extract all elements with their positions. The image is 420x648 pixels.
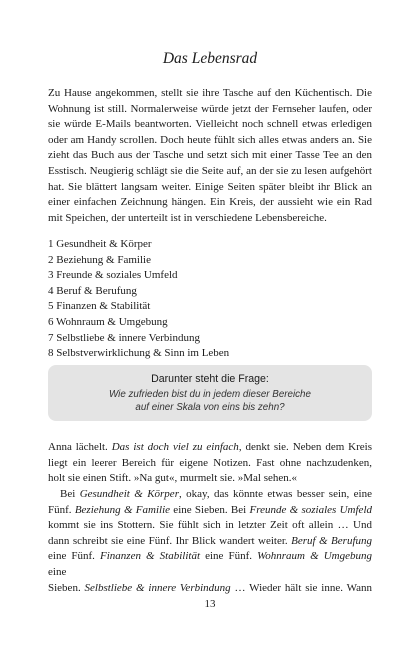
paragraph-ratings bbox=[48, 487, 372, 596]
question-box bbox=[48, 365, 372, 421]
text-line bbox=[48, 487, 372, 503]
italic-run: Freunde & soziales Umfeld bbox=[249, 503, 372, 516]
list-item: 3 Freunde & soziales Umfeld bbox=[48, 269, 178, 282]
paragraph-intro: Zu Hause angekommen, stellt sie ihre Tasche auf den Küchentisch. Die Wohnung ist still. Normalerweise würde jetzt der Fernseher laufen, oder sie würde E-Mails beantworten. Vielleicht noch schnell etwas erledigen oder am Handy scrollen. Doch heute fühlt sich alles etwas anders an. Sie zieht das Buch aus der Tasche und setzt sich mit einer Tasse Tee an den Esstisch. Neugierig schlägt sie die Seite auf, an der sie zu lesen aufgehört hat. Sie blättert langsam weiter. Einige Seiten später bleibt ihr Blick an einer einfachen Zeichnung hängen. Ein Kreis, der aussieht wie ein Rad mit Speichen, der unterteilt ist in verschiedene Lebensbereiche. bbox=[48, 87, 372, 224]
list-item: 5 Finanzen & Stabilität bbox=[48, 300, 151, 313]
text-line bbox=[48, 503, 372, 519]
text-line bbox=[48, 549, 372, 580]
list-item: 8 Selbstverwirklichung & Sinn im Leben bbox=[48, 347, 230, 360]
italic-run: Das ist doch viel zu einfach bbox=[111, 441, 239, 453]
text-run: … Wieder hält sie inne. Wann bbox=[230, 581, 372, 594]
question-line-1: Wie zufrieden bist du in jedem dieser Bereiche bbox=[109, 389, 311, 400]
page-number: 13 bbox=[204, 598, 216, 610]
question-box-heading: Darunter steht die Frage: bbox=[151, 373, 269, 385]
text-run: , denkt sie. Neben dem Kreis bbox=[238, 441, 372, 453]
text-line bbox=[48, 440, 372, 456]
text-run: eine bbox=[48, 565, 67, 578]
question-line-2: auf einer Skala von eins bis zehn? bbox=[135, 402, 285, 413]
italic-run: Gesundheit & Körper bbox=[79, 488, 179, 500]
text-line: liegt ein leerer Bereich für eigene Notizen. Fast ohne nachzudenken, bbox=[48, 456, 372, 469]
text-line bbox=[48, 534, 372, 550]
chapter-title: Das Lebensrad bbox=[162, 50, 258, 67]
life-areas-list bbox=[48, 237, 372, 362]
text-run: eine Sieben. Bei bbox=[170, 503, 250, 516]
text-run: Sieben. bbox=[48, 581, 85, 594]
text-line bbox=[48, 581, 372, 597]
italic-run: Beruf & Berufung bbox=[291, 534, 372, 547]
text-run: Bei bbox=[60, 488, 80, 500]
list-item: 6 Wohnraum & Umgebung bbox=[48, 315, 168, 328]
text-line: kommt sie ins Stottern. Sie fühlt sich in letzter Zeit oft allein … Und bbox=[48, 519, 372, 532]
list-item: 1 Gesundheit & Körper bbox=[48, 238, 152, 250]
text-line: holt sie einen Stift. »Na gut«, murmelt sie. »Mal sehen.« bbox=[48, 472, 297, 485]
italic-run: Wohnraum & Umgebung bbox=[257, 550, 372, 563]
paragraph-anna bbox=[48, 440, 372, 487]
text-run: eine Fünf. bbox=[200, 550, 258, 563]
text-run: dann schreibt sie eine Fünf. Ihr Blick wandert weiter. bbox=[48, 534, 292, 547]
text-run: Fünf. bbox=[48, 503, 75, 516]
question-text bbox=[48, 388, 372, 414]
text-run: , okay, das könnte etwas besser sein, eine bbox=[178, 488, 372, 500]
italic-run: Finanzen & Stabilität bbox=[100, 550, 201, 563]
list-item: 4 Beruf & Berufung bbox=[48, 284, 137, 297]
italic-run: Selbstliebe & innere Verbindung bbox=[84, 581, 231, 594]
list-item: 2 Beziehung & Familie bbox=[48, 253, 151, 266]
list-item: 7 Selbstliebe & innere Verbindung bbox=[48, 331, 200, 344]
text-run: eine Fünf. bbox=[48, 550, 101, 563]
italic-run: Beziehung & Familie bbox=[74, 503, 171, 516]
text-run: Anna lächelt. bbox=[48, 441, 112, 453]
